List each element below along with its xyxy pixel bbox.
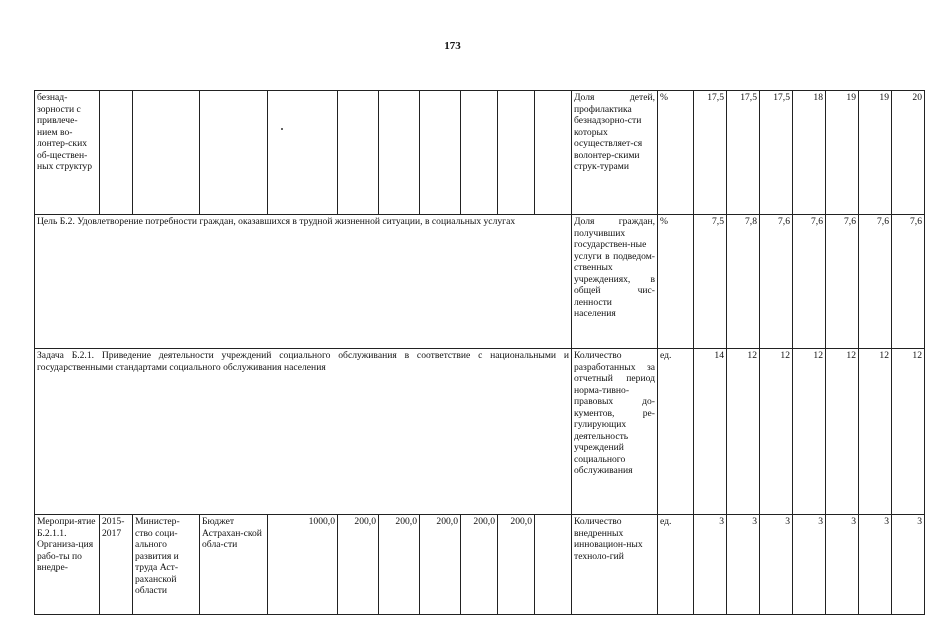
value-cell: 14 <box>694 349 727 515</box>
indicator-cell: Доля граждан, получивших государствен-ные услуги в подведом-ственных учреждениях, в общей чис-ленности населения <box>572 215 658 349</box>
value-cell: 17,5 <box>760 91 793 215</box>
value-cell: 7,6 <box>826 215 859 349</box>
value-cell: 12 <box>826 349 859 515</box>
value-cell: 3 <box>727 515 760 615</box>
program-table <box>34 90 925 615</box>
empty-cell <box>379 91 420 215</box>
activity-name-cell: безнад-зорности с привлече-нием во-лонтер-ских об-ществен-ных структур <box>35 91 100 215</box>
value-cell: 17,5 <box>694 91 727 215</box>
year-amount-cell: 200,0 <box>338 515 379 615</box>
value-cell: 19 <box>826 91 859 215</box>
executor-cell: Министер-ство соци-ального развития и труда Аст-раханской области <box>133 515 200 615</box>
unit-cell: ед. <box>658 349 694 515</box>
value-cell: 3 <box>793 515 826 615</box>
indicator-cell: Количество внедренных инновацион-ных техноло-гий <box>572 515 658 615</box>
empty-cell <box>535 515 572 615</box>
page-number: 173 <box>444 40 461 52</box>
unit-cell: % <box>658 215 694 349</box>
empty-cell <box>535 91 572 215</box>
value-cell: 12 <box>793 349 826 515</box>
value-cell: 7,6 <box>793 215 826 349</box>
empty-cell <box>338 91 379 215</box>
value-cell: 3 <box>892 515 925 615</box>
value-cell: 17,5 <box>727 91 760 215</box>
value-cell: 12 <box>727 349 760 515</box>
activity-name-cell: Меропри-ятие Б.2.1.1. Организа-ция рабо-ты по внедре- <box>35 515 100 615</box>
value-cell: 20 <box>892 91 925 215</box>
value-cell: 12 <box>859 349 892 515</box>
total-amount-cell: 1000,0 <box>268 515 338 615</box>
value-cell: 3 <box>694 515 727 615</box>
empty-cell <box>268 91 338 215</box>
year-amount-cell: 200,0 <box>379 515 420 615</box>
year-amount-cell: 200,0 <box>498 515 535 615</box>
table-row <box>35 349 925 515</box>
empty-cell <box>133 91 200 215</box>
value-cell: 18 <box>793 91 826 215</box>
value-cell: 3 <box>760 515 793 615</box>
value-cell: 12 <box>892 349 925 515</box>
empty-cell <box>420 91 461 215</box>
period-cell: 2015-2017 <box>100 515 133 615</box>
value-cell: 3 <box>859 515 892 615</box>
funding-source-cell: Бюджет Астрахан-ской обла-сти <box>200 515 268 615</box>
value-cell: 7,6 <box>859 215 892 349</box>
value-cell: 19 <box>859 91 892 215</box>
empty-cell <box>461 91 498 215</box>
table-row <box>35 215 925 349</box>
year-amount-cell: 200,0 <box>420 515 461 615</box>
task-cell: Задача Б.2.1. Приведение деятельности учреждений социального обслуживания в соответствие с национальными и государственными стандартами социального обслуживания населения <box>35 349 572 515</box>
empty-cell <box>100 91 133 215</box>
indicator-cell: Доля детей, профилактика безнадзорно-сти которых осуществляет-ся волонтер-скими струк-турами <box>572 91 658 215</box>
empty-cell <box>498 91 535 215</box>
empty-cell <box>200 91 268 215</box>
unit-cell: % <box>658 91 694 215</box>
value-cell: 7,6 <box>892 215 925 349</box>
unit-cell: ед. <box>658 515 694 615</box>
value-cell: 7,5 <box>694 215 727 349</box>
indicator-cell: Количество разработанных за отчетный период норма-тивно-правовых до-кументов, ре-гулирующих деятельность учреждений социального обслуживания <box>572 349 658 515</box>
value-cell: 12 <box>760 349 793 515</box>
table-row <box>35 91 925 215</box>
value-cell: 7,6 <box>760 215 793 349</box>
goal-cell: Цель Б.2. Удовлетворение потребности граждан, оказавшихся в трудной жизненной ситуации, в социальных услугах <box>35 215 572 349</box>
value-cell: 7,8 <box>727 215 760 349</box>
year-amount-cell: 200,0 <box>461 515 498 615</box>
table-row <box>35 515 925 615</box>
value-cell: 3 <box>826 515 859 615</box>
